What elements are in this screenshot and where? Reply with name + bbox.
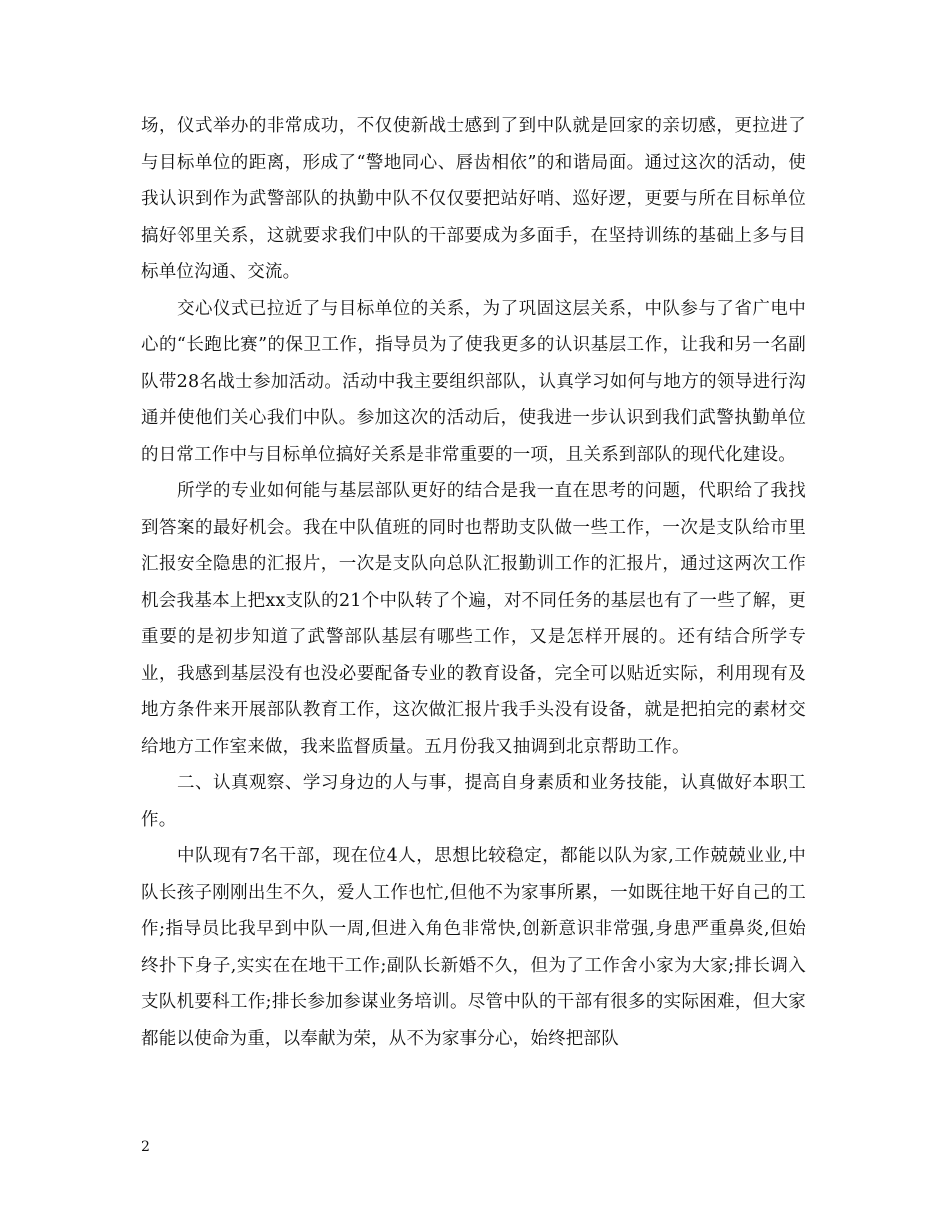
body-text: [141, 108, 806, 1057]
paragraph-1: 场，仪式举办的非常成功，不仅使新战士感到了到中队就是回家的亲切感，更拉进了与目标单位的距离，形成了“警地同心、唇齿相依”的和谐局面。通过这次的活动，使我认识到作为武警部队的执勤中队不仅仅要把站好哨、巡好逻，更要与所在目标单位搞好邻里关系，这就要求我们中队的干部要成为多面手，在坚持训练的基础上多与目标单位沟通、交流。: [141, 116, 806, 282]
page-number: 2: [141, 1139, 150, 1155]
paragraph-2: 交心仪式已拉近了与目标单位的关系，为了巩固这层关系，中队参与了省广电中心的“长跑比赛”的保卫工作，指导员为了使我更多的认识基层工作，让我和另一名副队带28名战士参加活动。活动中我主要组织部队，认真学习如何与地方的领导进行沟通并使他们关心我们中队。参加这次的活动后，使我进一步认识到我们武警执勤单位的日常工作中与目标单位搞好关系是非常重要的一项，且关系到部队的现代化建设。: [141, 298, 806, 465]
paragraph-3: 所学的专业如何能与基层部队更好的结合是我一直在思考的问题，代职给了我找到答案的最好机会。我在中队值班的同时也帮助支队做一些工作，一次是支队给市里汇报安全隐患的汇报片，一次是支队向总队汇报勤训工作的汇报片，通过这两次工作机会我基本上把xx支队的21个中队转了个遍，对不同任务的基层也有了一些了解，更重要的是初步知道了武警部队基层有哪些工作，又是怎样开展的。还有结合所学专业，我感到基层没有也没必要配备专业的教育设备，完全可以贴近实际，利用现有及地方条件来开展部队教育工作，这次做汇报片我手头没有设备，就是把拍完的素材交给地方工作室来做，我来监督质量。五月份我又抽调到北京帮助工作。: [141, 481, 806, 757]
paragraph-5: 中队现有7名干部，现在位4人，思想比较稳定，都能以队为家,工作兢兢业业,中队长孩子刚刚出生不久，爱人工作也忙,但他不为家事所累，一如既往地干好自己的工作;指导员比我早到中队一周,但进入角色非常快,创新意识非常强,身患严重鼻炎,但始终扑下身子,实实在在地干工作;副队长新婚不久，但为了工作舍小家为大家;排长调入支队机要科工作;排长参加参谋业务培训。尽管中队的干部有很多的实际困难，但大家都能以使命为重，以奉献为荣，从不为家事分心，始终把部队: [141, 846, 806, 1049]
paragraph-4: 二、认真观察、学习身边的人与事，提高自身素质和业务技能，认真做好本职工作。: [141, 773, 806, 830]
